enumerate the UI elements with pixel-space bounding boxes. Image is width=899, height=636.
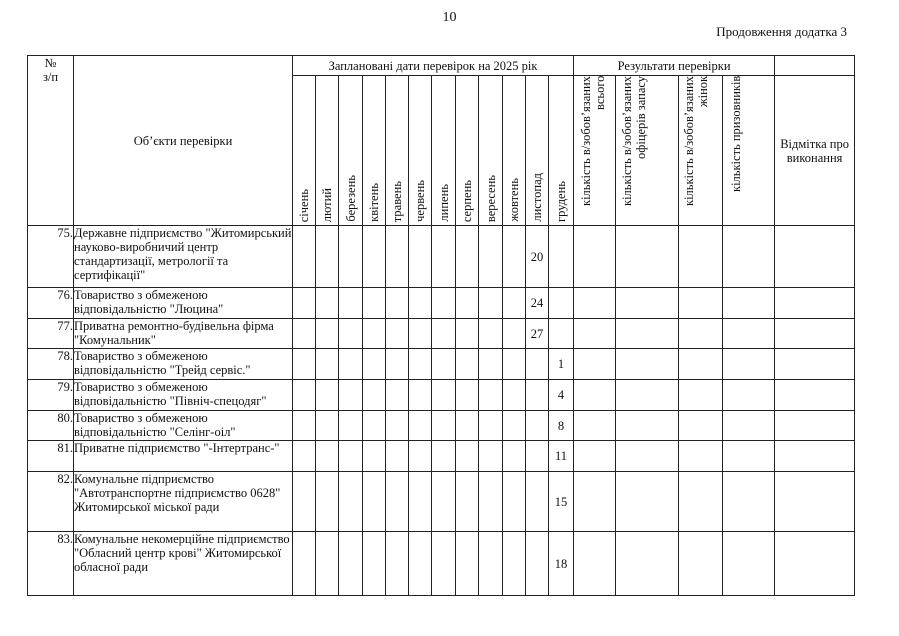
month-cell <box>409 532 432 596</box>
header-month: лютий <box>316 76 339 226</box>
header-mark: Відмітка про виконання <box>775 76 855 226</box>
month-cell <box>432 319 456 349</box>
result-cell <box>723 532 775 596</box>
header-blank <box>775 56 855 76</box>
month-cell <box>363 319 386 349</box>
table-body <box>28 226 855 596</box>
month-cell <box>293 319 316 349</box>
header-month: листопад <box>526 76 549 226</box>
result-cell <box>574 288 616 319</box>
result-cell <box>679 411 723 441</box>
result-cell <box>616 288 679 319</box>
result-cell <box>679 441 723 472</box>
table-row <box>28 532 855 596</box>
month-cell <box>432 226 456 288</box>
planned-date: 11 <box>549 441 574 472</box>
month-cell <box>339 288 363 319</box>
month-cell <box>339 441 363 472</box>
month-cell <box>479 319 503 349</box>
result-cell <box>616 472 679 532</box>
planned-date: 1 <box>549 349 574 380</box>
row-number: 77. <box>28 319 74 349</box>
table-row <box>28 472 855 532</box>
month-cell <box>409 472 432 532</box>
header-month: серпень <box>456 76 479 226</box>
mark-cell <box>775 380 855 411</box>
table-row <box>28 411 855 441</box>
month-cell <box>456 380 479 411</box>
row-number: 83. <box>28 532 74 596</box>
month-cell <box>363 226 386 288</box>
row-object-name: Товариство з обмеженою відповідальністю "Трейд сервіс." <box>74 349 293 380</box>
result-cell <box>616 411 679 441</box>
header-month: липень <box>432 76 456 226</box>
table-row <box>28 441 855 472</box>
result-cell <box>616 226 679 288</box>
month-cell <box>363 441 386 472</box>
planned-date: 24 <box>526 288 549 319</box>
result-cell <box>616 441 679 472</box>
row-object-name: Комунальне некомерційне підприємство "Обласний центр крові" Житомирської обласної ради <box>74 532 293 596</box>
result-cell <box>723 288 775 319</box>
month-cell <box>386 349 409 380</box>
planned-date: 27 <box>526 319 549 349</box>
result-cell <box>723 472 775 532</box>
planned-date: 15 <box>549 472 574 532</box>
page-number: 10 <box>442 10 457 25</box>
result-cell <box>574 226 616 288</box>
row-number: 75. <box>28 226 74 288</box>
header-result: кількість призовників <box>723 76 775 226</box>
month-cell <box>503 472 526 532</box>
month-cell <box>549 319 574 349</box>
planned-date: 18 <box>549 532 574 596</box>
planned-date: 20 <box>526 226 549 288</box>
month-cell <box>386 288 409 319</box>
result-cell <box>679 319 723 349</box>
row-object-name: Товариство з обмеженою відповідальністю "Селінг-оіл" <box>74 411 293 441</box>
result-cell <box>679 380 723 411</box>
month-cell <box>409 288 432 319</box>
table-row <box>28 319 855 349</box>
month-cell <box>316 349 339 380</box>
result-cell <box>616 349 679 380</box>
row-object-name: Товариство з обмеженою відповідальністю "Люцина" <box>74 288 293 319</box>
month-cell <box>549 288 574 319</box>
month-cell <box>293 411 316 441</box>
continuation-label: Продовження додатка 3 <box>716 24 847 39</box>
result-cell <box>723 319 775 349</box>
month-cell <box>409 380 432 411</box>
month-cell <box>479 532 503 596</box>
result-cell <box>723 380 775 411</box>
header-results: Результати перевірки <box>574 56 775 76</box>
mark-cell <box>775 411 855 441</box>
result-cell <box>616 380 679 411</box>
month-cell <box>479 472 503 532</box>
month-cell <box>432 288 456 319</box>
month-cell <box>526 380 549 411</box>
month-cell <box>409 226 432 288</box>
month-cell <box>456 319 479 349</box>
month-cell <box>456 288 479 319</box>
month-cell <box>456 441 479 472</box>
month-cell <box>316 380 339 411</box>
mark-cell <box>775 319 855 349</box>
month-cell <box>526 441 549 472</box>
result-cell <box>574 411 616 441</box>
row-number: 82. <box>28 472 74 532</box>
month-cell <box>363 532 386 596</box>
row-object-name: Приватне підприємство "-Інтертранс-" <box>74 441 293 472</box>
month-cell <box>456 411 479 441</box>
header-month: жовтень <box>503 76 526 226</box>
month-cell <box>409 349 432 380</box>
month-cell <box>526 411 549 441</box>
month-cell <box>479 288 503 319</box>
result-cell <box>616 532 679 596</box>
row-number: 76. <box>28 288 74 319</box>
result-cell <box>616 319 679 349</box>
month-cell <box>479 226 503 288</box>
header-month: січень <box>293 76 316 226</box>
header-objects: Об’єкти перевірки <box>74 56 293 226</box>
result-cell <box>723 226 775 288</box>
row-number: 81. <box>28 441 74 472</box>
month-cell <box>339 349 363 380</box>
result-cell <box>679 288 723 319</box>
month-cell <box>432 472 456 532</box>
month-cell <box>386 319 409 349</box>
header-month: вересень <box>479 76 503 226</box>
month-cell <box>339 226 363 288</box>
table-row <box>28 226 855 288</box>
result-cell <box>574 532 616 596</box>
month-cell <box>293 226 316 288</box>
month-cell <box>386 411 409 441</box>
month-cell <box>503 411 526 441</box>
month-cell <box>293 288 316 319</box>
result-cell <box>574 319 616 349</box>
header-result: кількість в/зобов’язаних офіцерів запасу <box>616 76 679 226</box>
header-row-groups <box>28 56 855 76</box>
month-cell <box>432 532 456 596</box>
month-cell <box>479 349 503 380</box>
month-cell <box>339 319 363 349</box>
month-cell <box>386 472 409 532</box>
month-cell <box>339 411 363 441</box>
month-cell <box>526 472 549 532</box>
month-cell <box>503 349 526 380</box>
month-cell <box>503 288 526 319</box>
month-cell <box>386 441 409 472</box>
month-cell <box>316 472 339 532</box>
month-cell <box>363 472 386 532</box>
month-cell <box>293 472 316 532</box>
row-number: 79. <box>28 380 74 411</box>
result-cell <box>679 532 723 596</box>
row-object-name: Приватна ремонтно-будівельна фірма "Комунальник" <box>74 319 293 349</box>
month-cell <box>339 472 363 532</box>
month-cell <box>339 380 363 411</box>
result-cell <box>679 472 723 532</box>
month-cell <box>479 441 503 472</box>
row-number: 80. <box>28 411 74 441</box>
month-cell <box>409 411 432 441</box>
month-cell <box>432 349 456 380</box>
header-month: березень <box>339 76 363 226</box>
month-cell <box>479 411 503 441</box>
row-object-name: Комунальне підприємство "Автотранспортне підприємство 0628" Житомирської міської ради <box>74 472 293 532</box>
mark-cell <box>775 349 855 380</box>
mark-cell <box>775 441 855 472</box>
result-cell <box>574 441 616 472</box>
header-planned-dates: Заплановані дати перевірок на 2025 рік <box>293 56 574 76</box>
month-cell <box>432 411 456 441</box>
month-cell <box>386 226 409 288</box>
month-cell <box>293 349 316 380</box>
month-cell <box>386 532 409 596</box>
result-cell <box>723 349 775 380</box>
result-cell <box>679 349 723 380</box>
header-month: грудень <box>549 76 574 226</box>
month-cell <box>409 319 432 349</box>
month-cell <box>316 226 339 288</box>
month-cell <box>503 319 526 349</box>
table-row <box>28 380 855 411</box>
result-cell <box>723 411 775 441</box>
month-cell <box>293 380 316 411</box>
month-cell <box>339 532 363 596</box>
result-cell <box>574 349 616 380</box>
mark-cell <box>775 472 855 532</box>
header-result: кількість в/зобов’язаних всього <box>574 76 616 226</box>
month-cell <box>456 226 479 288</box>
mark-cell <box>775 532 855 596</box>
result-cell <box>679 226 723 288</box>
month-cell <box>549 226 574 288</box>
month-cell <box>503 441 526 472</box>
planned-date: 4 <box>549 380 574 411</box>
month-cell <box>526 532 549 596</box>
table-row <box>28 288 855 319</box>
row-number: 78. <box>28 349 74 380</box>
header-result: кількість в/зобов’язаних жінок <box>679 76 723 226</box>
mark-cell <box>775 226 855 288</box>
inspection-table <box>27 55 855 596</box>
month-cell <box>316 319 339 349</box>
header-month: червень <box>409 76 432 226</box>
month-cell <box>526 349 549 380</box>
month-cell <box>503 226 526 288</box>
month-cell <box>363 380 386 411</box>
header-month: квітень <box>363 76 386 226</box>
month-cell <box>293 441 316 472</box>
month-cell <box>363 349 386 380</box>
month-cell <box>386 380 409 411</box>
month-cell <box>363 288 386 319</box>
month-cell <box>503 380 526 411</box>
month-cell <box>479 380 503 411</box>
month-cell <box>409 441 432 472</box>
month-cell <box>316 288 339 319</box>
result-cell <box>574 380 616 411</box>
month-cell <box>503 532 526 596</box>
month-cell <box>456 472 479 532</box>
header-number: № з/п <box>28 56 74 226</box>
month-cell <box>456 349 479 380</box>
header-month: травень <box>386 76 409 226</box>
row-object-name: Товариство з обмеженою відповідальністю "Північ-спецодяг" <box>74 380 293 411</box>
month-cell <box>316 441 339 472</box>
month-cell <box>293 532 316 596</box>
month-cell <box>316 411 339 441</box>
planned-date: 8 <box>549 411 574 441</box>
month-cell <box>456 532 479 596</box>
table-row <box>28 349 855 380</box>
month-cell <box>432 380 456 411</box>
row-object-name: Державне підприємство "Житомирський науково-виробничий центр стандартизації, метрології та сертифікації" <box>74 226 293 288</box>
month-cell <box>316 532 339 596</box>
mark-cell <box>775 288 855 319</box>
result-cell <box>723 441 775 472</box>
month-cell <box>363 411 386 441</box>
month-cell <box>432 441 456 472</box>
result-cell <box>574 472 616 532</box>
